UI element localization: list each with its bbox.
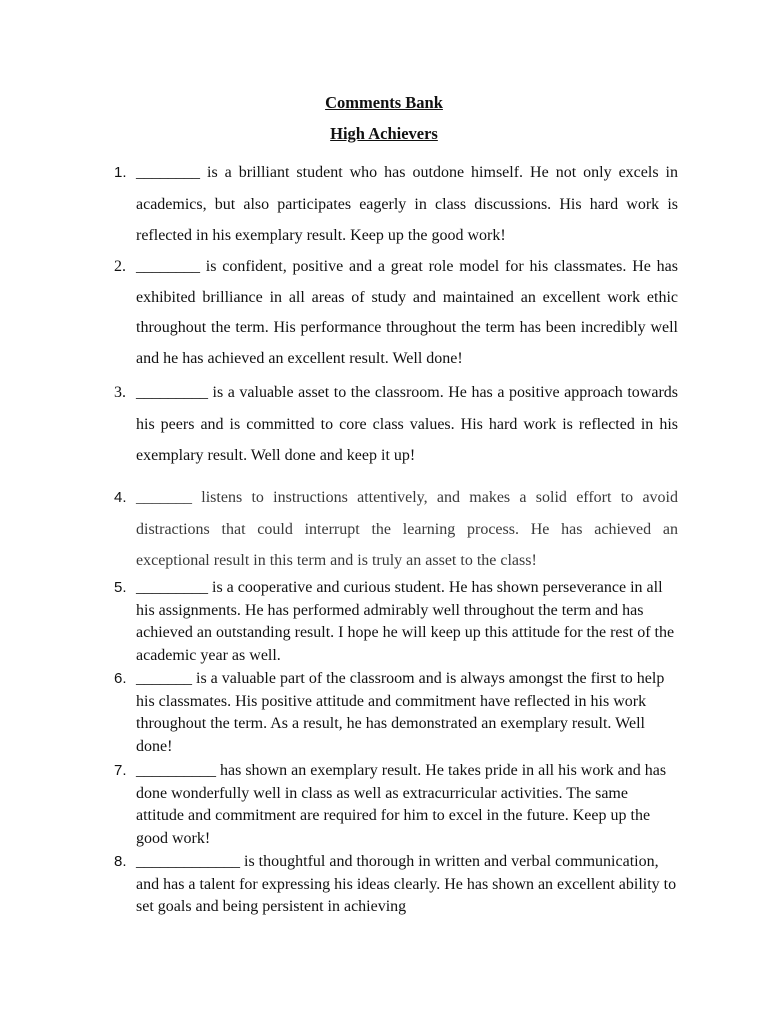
- document-title: Comments Bank: [325, 93, 443, 112]
- item-number: 4.: [114, 489, 127, 506]
- comment-item: [114, 377, 678, 472]
- comment-text: __________ has shown an exemplary result. He takes pride in all his work and has done wonderfully well in class as well as extracurricular activities. The same attitude and commitment are required for him to excel in the future. Keep up the good work!: [136, 762, 667, 847]
- comment-text: ________ is a brilliant student who has outdone himself. He not only excels in academics, but also participates eagerly in class discussions. His hard work is reflected in his exemplary result. Keep up the good work!: [136, 164, 678, 244]
- comment-text: ________ is confident, positive and a great role model for his classmates. He has exhibited brilliance in all areas of study and maintained an excellent work ethic throughout the term. His performance throughout the term has been incredibly well and he has achieved an excellent result. Well done!: [136, 258, 678, 367]
- comment-text: _________ is a cooperative and curious student. He has shown perseverance in all his assignments. He has performed admirably well throughout the term and has achieved an outstanding result. I hope he will keep up this attitude for the rest of the academic year as well.: [136, 579, 675, 664]
- comment-item: [114, 252, 678, 374]
- comment-item: [114, 760, 678, 850]
- comment-item: [114, 577, 678, 667]
- item-number: 7.: [114, 762, 127, 779]
- item-number: 8.: [114, 853, 127, 870]
- comment-item: [114, 668, 678, 758]
- item-number: 1.: [114, 164, 127, 181]
- item-number: 5.: [114, 579, 127, 596]
- section-heading: High Achievers: [330, 124, 438, 143]
- comment-item: [114, 851, 678, 919]
- item-number: 6.: [114, 670, 127, 687]
- item-number: 3.: [114, 384, 126, 401]
- comment-text: _____________ is thoughtful and thorough in written and verbal communication, and has a talent for expressing his ideas clearly. He has shown an excellent ability to set goals and being persistent in achieving: [136, 853, 677, 915]
- comment-text: _________ is a valuable asset to the classroom. He has a positive approach towards his peers and is committed to core class values. His hard work is reflected in his exemplary result. Well done and keep it up!: [136, 384, 678, 464]
- comment-item: [114, 482, 678, 577]
- comment-text: _______ listens to instructions attentively, and makes a solid effort to avoid distractions that could interrupt the learning process. He has achieved an exceptional result in this term and is truly an asset to the class!: [136, 489, 678, 569]
- comment-text: _______ is a valuable part of the classroom and is always amongst the first to help his classmates. His positive attitude and commitment have reflected in his work throughout the term. As a result, he has demonstrated an exemplary result. Well done!: [136, 670, 665, 755]
- comment-item: [114, 157, 678, 252]
- item-number: 2.: [114, 258, 126, 275]
